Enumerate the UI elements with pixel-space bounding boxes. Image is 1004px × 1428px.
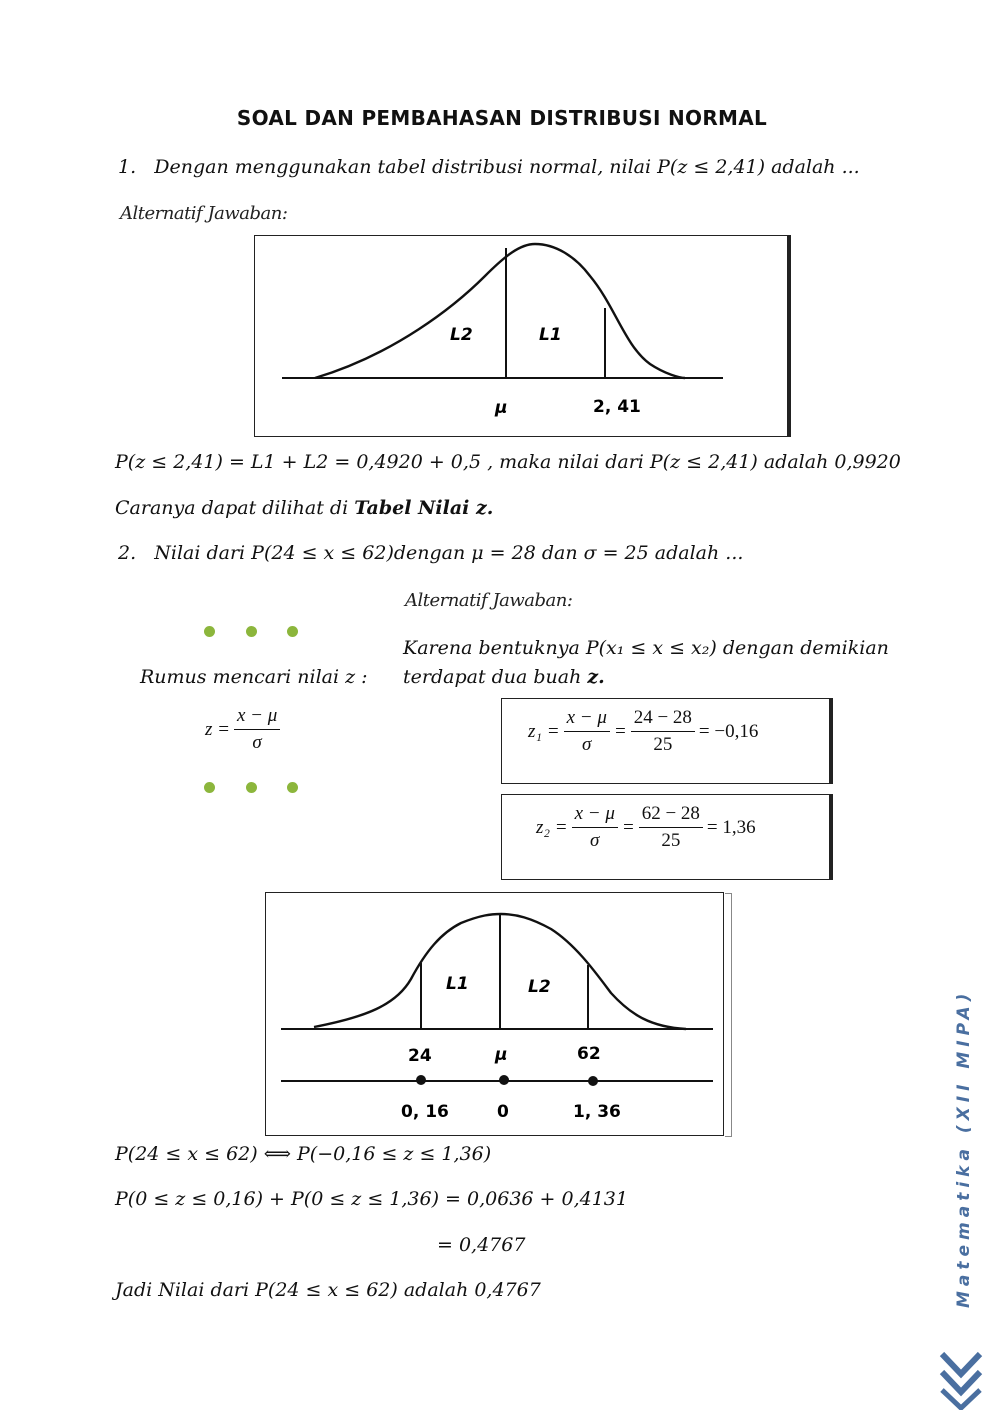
q1-method-bold: Tabel Nilai z. [354, 497, 494, 519]
z1-numerator-2: 24 − 28 [631, 707, 695, 732]
figure-2-z-label-136: 1, 36 [573, 1102, 621, 1122]
z1-denominator-2: 25 [653, 734, 673, 755]
z2-box [501, 794, 833, 880]
figure-2-l1-label: L1 [446, 974, 469, 994]
karena-line-2 [403, 666, 605, 688]
q2-step-3: = 0,4767 [437, 1234, 526, 1256]
figure-2-z-label-016: 0, 16 [401, 1102, 449, 1122]
karena-line-2-bold: z. [587, 666, 605, 688]
z1-fraction-2 [631, 707, 695, 756]
z-formula [205, 705, 284, 754]
z2-fraction-1 [572, 803, 618, 852]
z2-numerator-1: x − μ [572, 803, 618, 828]
figure-1-normal-curve [255, 236, 787, 436]
z1-equation [528, 707, 758, 756]
decorative-dot [204, 782, 215, 793]
decorative-dot [287, 782, 298, 793]
figure-1-frame [254, 235, 791, 437]
q1-answer-line: P(z ≤ 2,41) = L1 + L2 = 0,4920 + 0,5 , maka nilai dari P(z ≤ 2,41) adalah 0,9920 [115, 451, 901, 473]
z2-fraction-2 [639, 803, 703, 852]
z-formula-lhs: z = [205, 718, 230, 740]
decorative-dot [287, 626, 298, 637]
figure-2-x-label-62: 62 [577, 1044, 601, 1064]
q1-alternatif-label: Alternatif Jawaban: [120, 203, 288, 224]
z1-result: = −0,16 [698, 720, 759, 742]
question-2-number: 2. [118, 542, 137, 564]
q2-alternatif-label: Alternatif Jawaban: [405, 590, 573, 611]
z1-fraction-1 [564, 707, 610, 756]
z1-denominator-1: σ [582, 734, 592, 755]
figure-2-z-label-0: 0 [497, 1102, 509, 1122]
question-2-text: Nilai dari P(24 ≤ x ≤ 62)dengan μ = 28 dan σ = 25 adalah ... [154, 542, 744, 564]
z2-equals: = [621, 816, 635, 838]
z-formula-fraction [234, 705, 280, 754]
decorative-dot [204, 626, 215, 637]
decorative-dot [246, 626, 257, 637]
sidebar-subject-label: Matematika (XII MIPA) [954, 988, 974, 1308]
z1-equals: = [613, 720, 627, 742]
figure-1-l2-label: L2 [450, 325, 473, 345]
figure-1-z-label: 2, 41 [593, 397, 641, 417]
z2-denominator-1: σ [590, 830, 600, 851]
double-chevron-down-icon [938, 1346, 984, 1410]
figure-2-normal-curve [266, 893, 723, 1135]
question-1-text: Dengan menggunakan tabel distribusi normal, nilai P(z ≤ 2,41) adalah ... [154, 156, 860, 178]
figure-2-z-point [499, 1075, 509, 1085]
figure-1-curve [315, 244, 685, 378]
figure-2-frame-edge [725, 893, 732, 1137]
z-formula-numerator: x − μ [234, 705, 280, 730]
figure-2-x-label-24: 24 [408, 1046, 432, 1066]
decorative-dot [246, 782, 257, 793]
z1-numerator-1: x − μ [564, 707, 610, 732]
q2-step-1: P(24 ≤ x ≤ 62) ⟺ P(−0,16 ≤ z ≤ 1,36) [115, 1143, 492, 1165]
figure-2-z-point [588, 1076, 598, 1086]
z2-result: = 1,36 [706, 816, 756, 838]
question-1 [118, 156, 860, 178]
z-formula-denominator: σ [252, 732, 262, 753]
karena-line-2-prefix: terdapat dua buah [403, 666, 588, 688]
figure-2-frame [265, 892, 724, 1136]
question-2 [118, 542, 743, 564]
figure-2-z-point [416, 1075, 426, 1085]
figure-1-l1-label: L1 [539, 325, 562, 345]
question-1-number: 1. [118, 156, 137, 178]
z2-numerator-2: 62 − 28 [639, 803, 703, 828]
z2-denominator-2: 25 [661, 830, 681, 851]
figure-1-mu-label: μ [495, 398, 508, 418]
z2-equation [536, 803, 756, 852]
z1-box [501, 698, 833, 784]
figure-2-l2-label: L2 [528, 977, 551, 997]
q2-conclusion: Jadi Nilai dari P(24 ≤ x ≤ 62) adalah 0,4767 [115, 1279, 541, 1301]
q1-method-prefix: Caranya dapat dilihat di [115, 497, 355, 519]
karena-line-1: Karena bentuknya P(x₁ ≤ x ≤ x₂) dengan demikian [403, 637, 889, 659]
q1-method-line [115, 497, 493, 519]
page-title: SOAL DAN PEMBAHASAN DISTRIBUSI NORMAL [236, 106, 768, 130]
z1-lhs: z₁ = [528, 720, 560, 742]
rumus-label: Rumus mencari nilai z : [140, 666, 368, 688]
z2-lhs: z₂ = [536, 816, 568, 838]
q2-step-2: P(0 ≤ z ≤ 0,16) + P(0 ≤ z ≤ 1,36) = 0,0636 + 0,4131 [115, 1188, 628, 1210]
figure-2-x-label-mu: μ [495, 1045, 508, 1065]
